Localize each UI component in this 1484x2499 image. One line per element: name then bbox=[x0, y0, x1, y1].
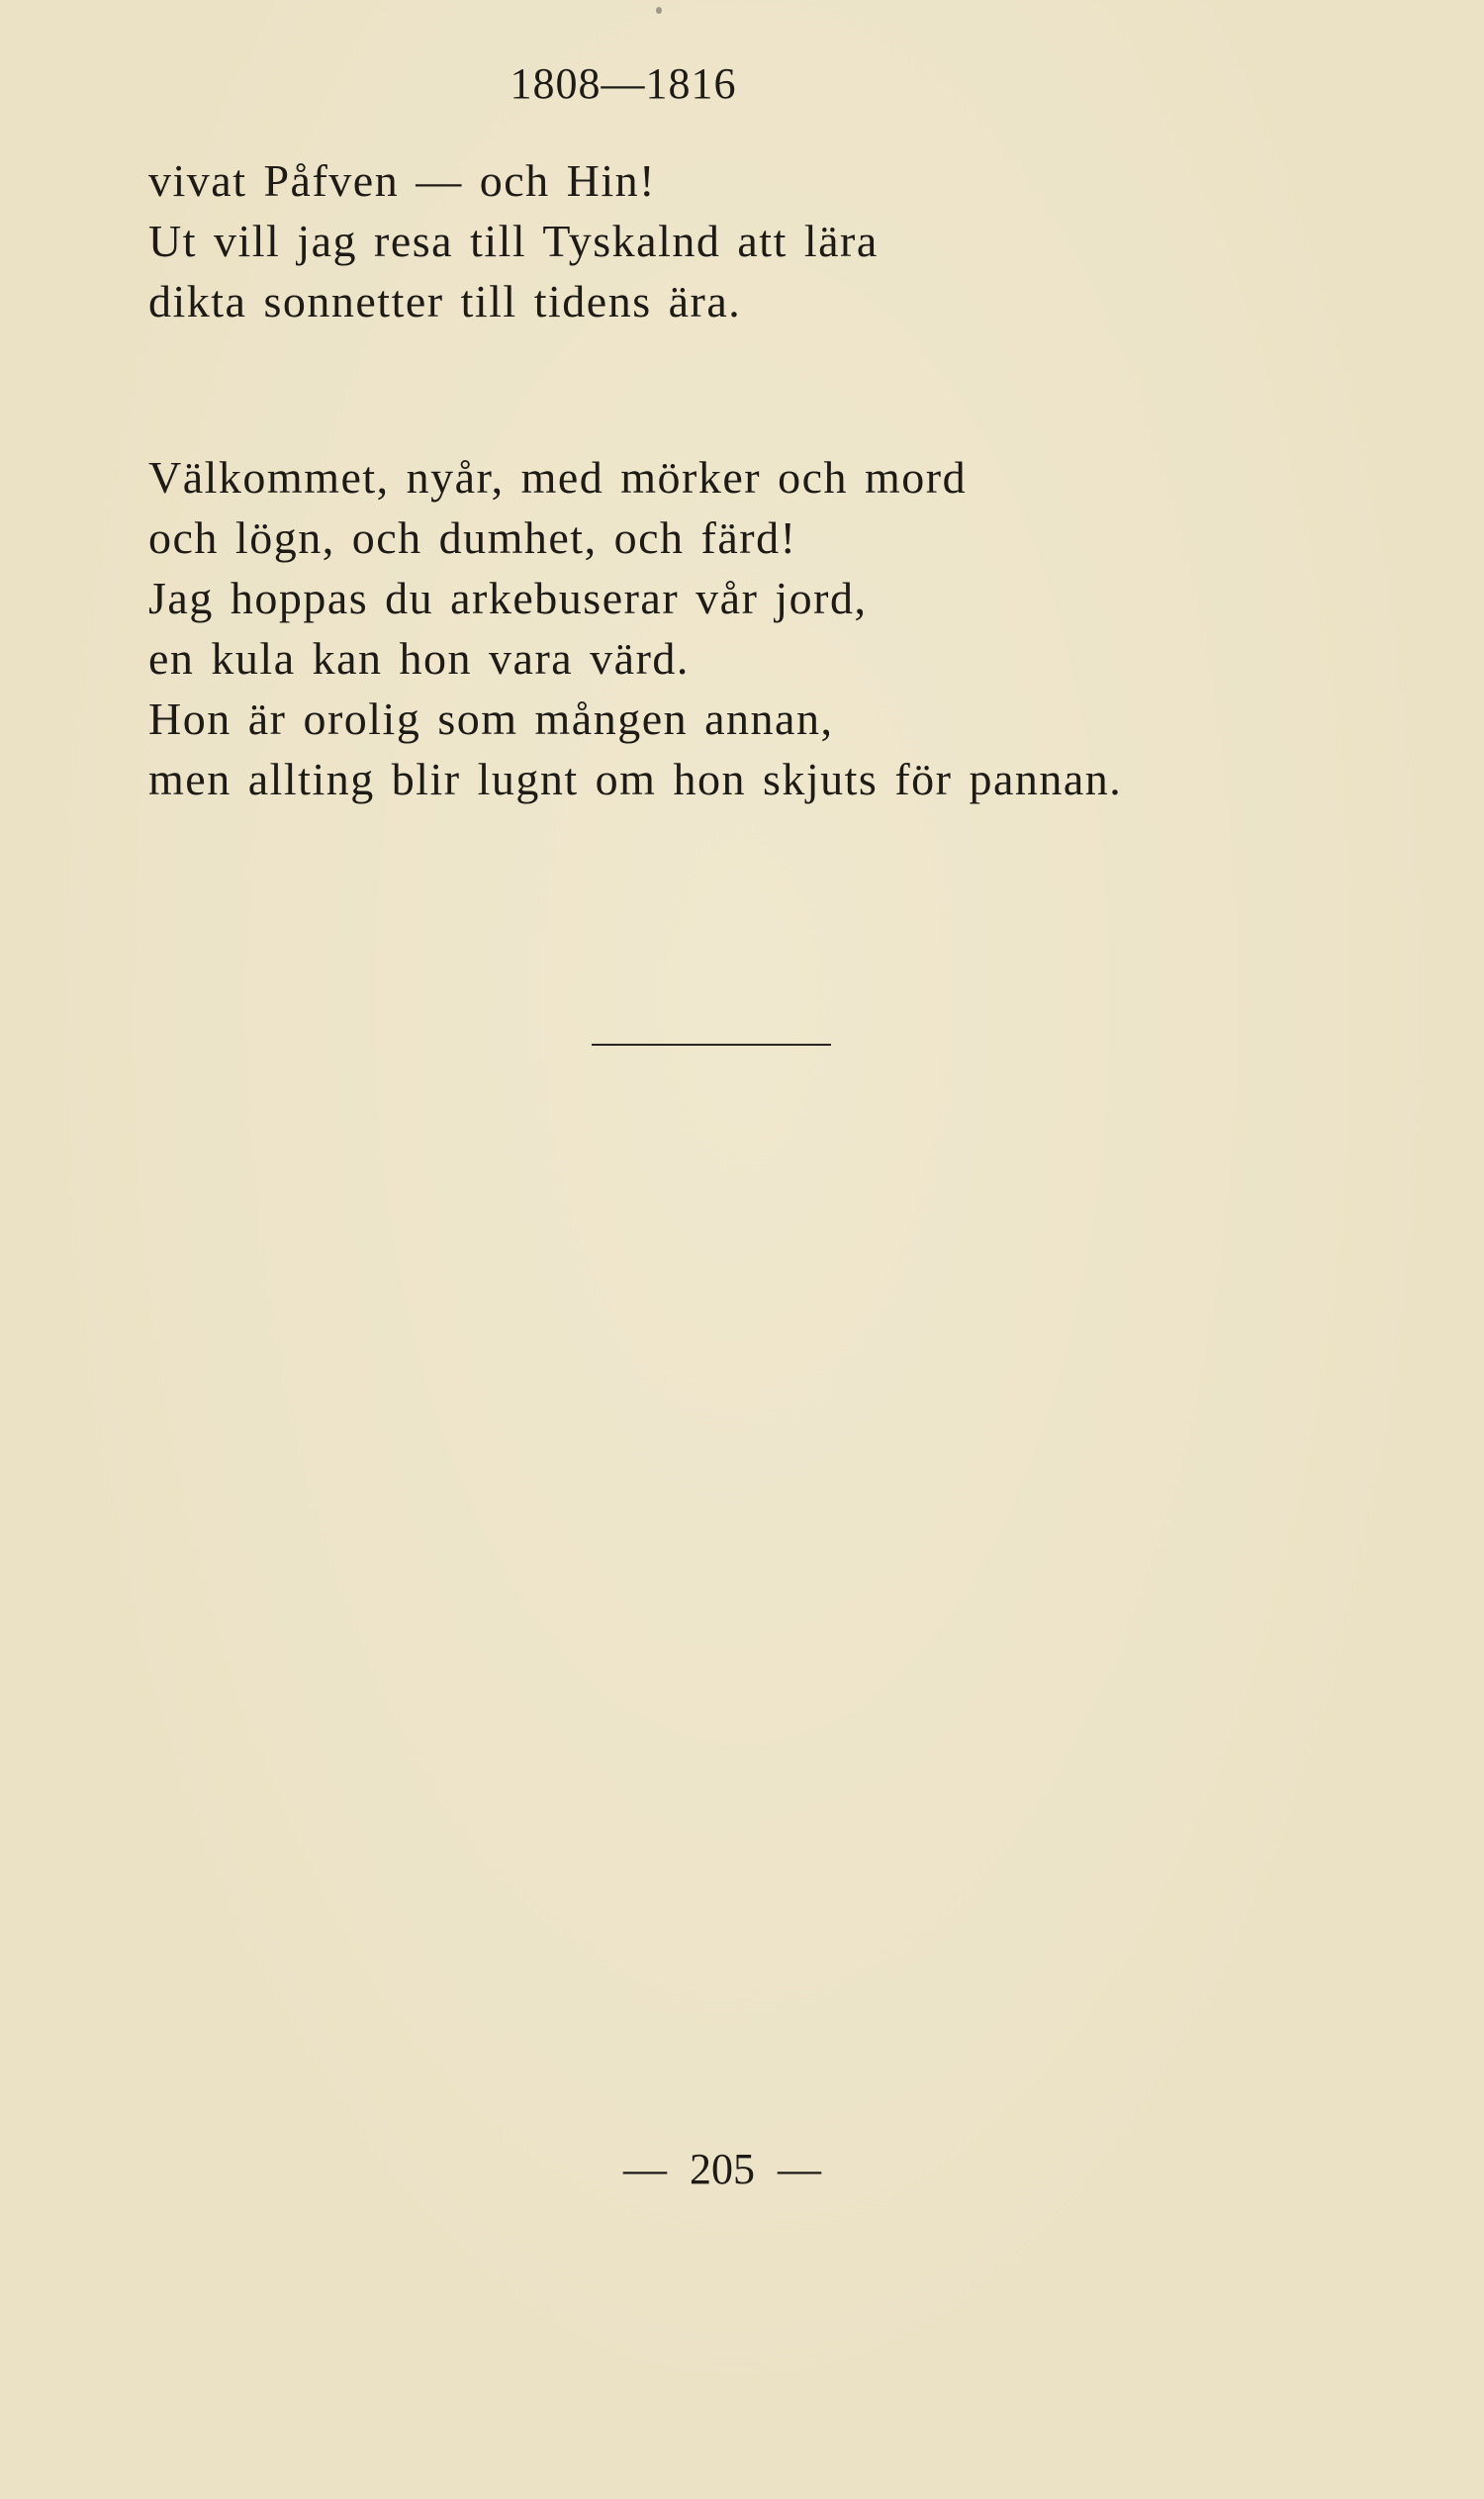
verse-line: dikta sonnetter till tidens ära. bbox=[148, 276, 742, 326]
verse-line: Hon är orolig som mången annan, bbox=[148, 694, 834, 744]
running-head: 1808—1816 bbox=[510, 59, 737, 108]
stanza-2 bbox=[148, 447, 1122, 809]
verse-line: Ut vill jag resa till Tyskalnd att lära bbox=[148, 216, 879, 266]
verse-line: en kula kan hon vara värd. bbox=[148, 633, 690, 684]
paper-speck bbox=[656, 7, 662, 14]
verse-line: och lögn, och dumhet, och färd! bbox=[148, 512, 797, 563]
section-divider bbox=[592, 1044, 831, 1046]
verse-line: Välkommet, nyår, med mörker och mord bbox=[148, 452, 968, 503]
verse-line: vivat Påfven — och Hin! bbox=[148, 155, 656, 206]
verse-line: Jag hoppas du arkebuserar vår jord, bbox=[148, 573, 868, 623]
stanza-1 bbox=[148, 150, 879, 331]
page-number: — 205 — bbox=[623, 2145, 821, 2193]
verse-line: men allting blir lugnt om hon skjuts för pannan. bbox=[148, 754, 1123, 804]
